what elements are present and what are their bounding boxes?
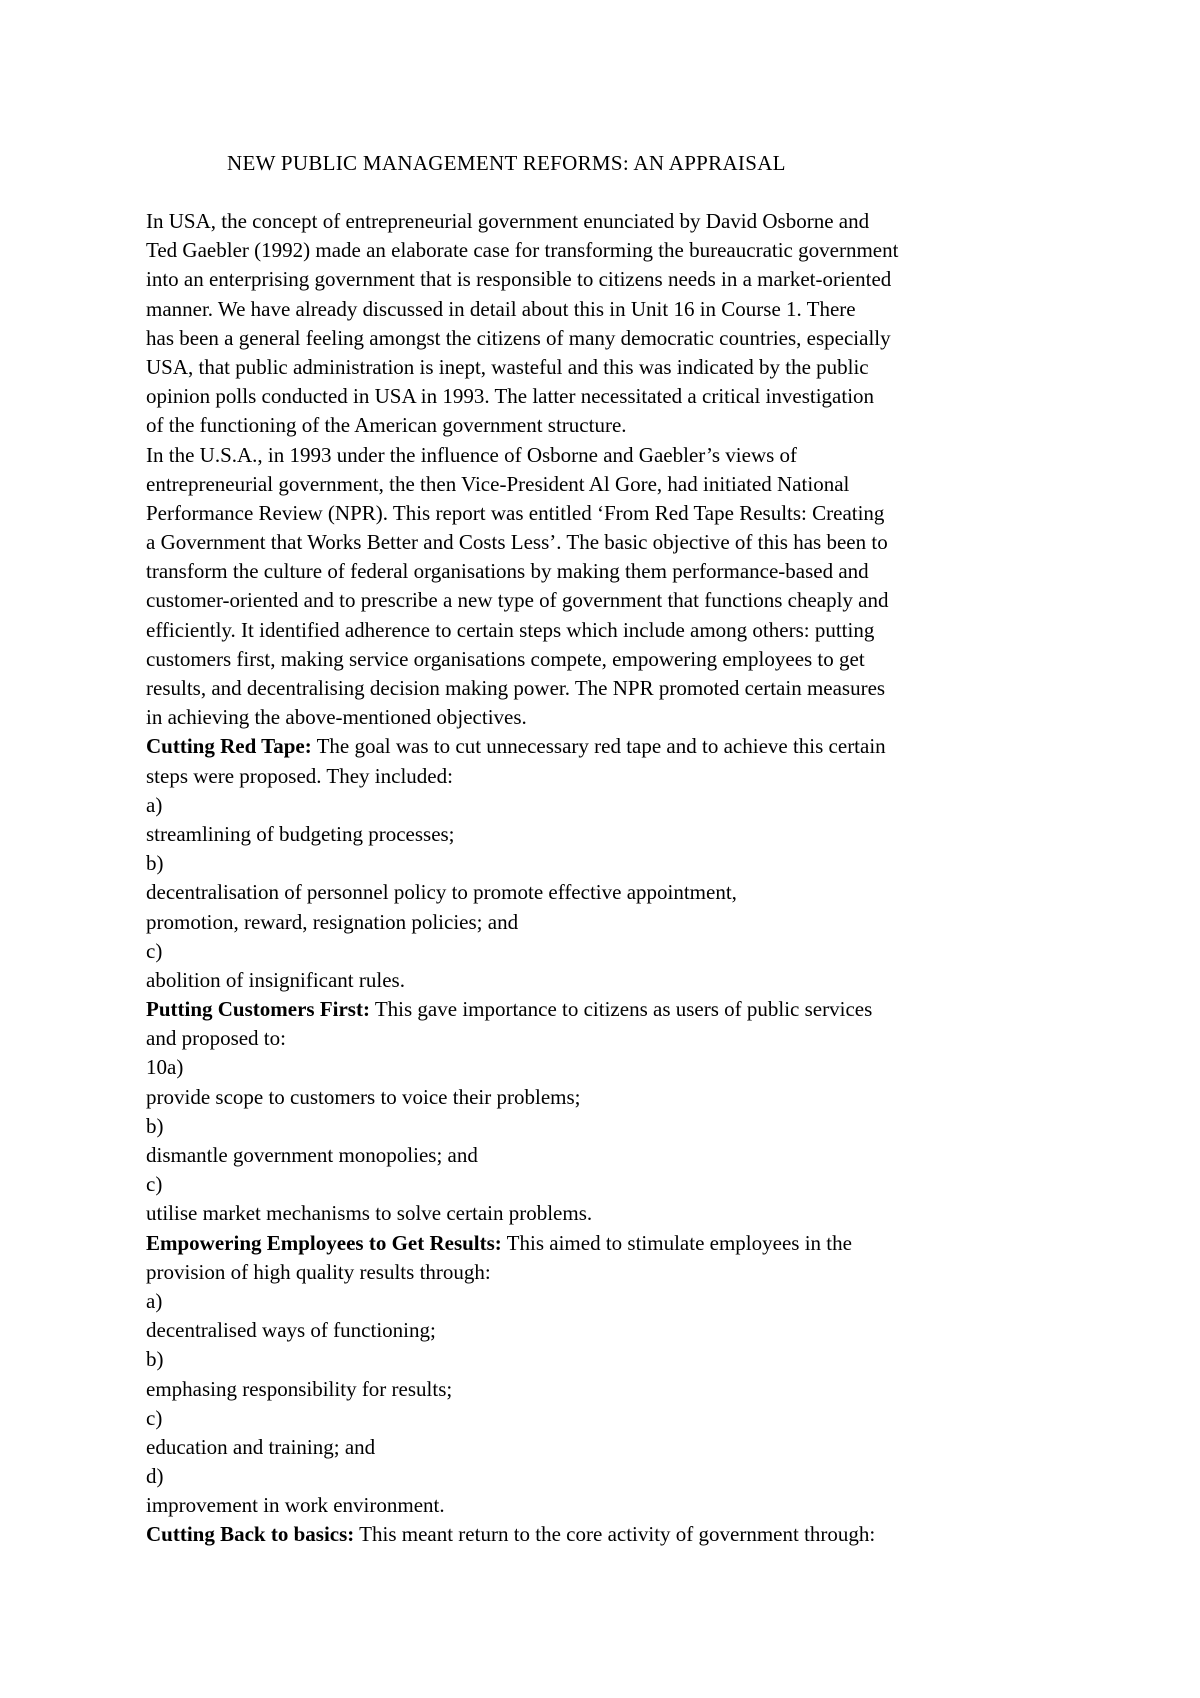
section-heading-cutting-red-tape: Cutting Red Tape: <box>146 734 312 759</box>
list-item: promotion, reward, resignation policies; and <box>146 909 519 934</box>
list-item: abolition of insignificant rules. <box>146 967 405 992</box>
body-line: of the functioning of the American government structure. <box>146 413 627 438</box>
body-line: efficiently. It identified adherence to certain steps which include among others: putting <box>146 617 875 642</box>
body-line: Performance Review (NPR). This report was entitled ‘From Red Tape Results: Creating <box>146 500 885 525</box>
body-line: transform the culture of federal organisations by making them performance-based and <box>146 559 869 584</box>
section-line-cutting-red-tape <box>146 732 1066 761</box>
body-line: In the U.S.A., in 1993 under the influence of Osborne and Gaebler’s views of <box>146 442 798 467</box>
list-item: b) <box>146 851 164 876</box>
list-item: streamlining of budgeting processes; <box>146 821 455 846</box>
document-body <box>146 207 1066 1550</box>
section-line-empowering <box>146 1229 1066 1258</box>
list-item: provide scope to customers to voice their problems; <box>146 1084 581 1109</box>
body-line: results, and decentralising decision making power. The NPR promoted certain measures <box>146 676 886 700</box>
section-heading-empowering: Empowering Employees to Get Results: <box>146 1230 502 1255</box>
body-line: Ted Gaebler (1992) made an elaborate case for transforming the bureaucratic government <box>146 238 899 263</box>
body-line: customer-oriented and to prescribe a new type of government that functions cheaply and <box>146 588 889 613</box>
list-item: c) <box>146 938 163 963</box>
section-line-customers-first <box>146 995 1066 1024</box>
list-item: c) <box>146 1405 163 1430</box>
body-line: provision of high quality results through: <box>146 1259 491 1284</box>
list-item: b) <box>146 1347 164 1372</box>
document-title: NEW PUBLIC MANAGEMENT REFORMS: AN APPRAISAL <box>227 151 786 175</box>
list-item: emphasing responsibility for results; <box>146 1376 453 1401</box>
section-text: This meant return to the core activity of government through: <box>354 1522 876 1547</box>
list-item: decentralisation of personnel policy to promote effective appointment, <box>146 880 737 905</box>
section-heading-customers-first: Putting Customers First: <box>146 997 370 1022</box>
list-item: b) <box>146 1113 164 1138</box>
body-line: USA, that public administration is inept, wasteful and this was indicated by the public <box>146 354 869 379</box>
body-line: steps were proposed. They included: <box>146 763 453 788</box>
list-item: c) <box>146 1172 163 1197</box>
body-line: in achieving the above-mentioned objectives. <box>146 705 527 730</box>
body-line: manner. We have already discussed in detail about this in Unit 16 in Course 1. There <box>146 296 856 321</box>
section-text: The goal was to cut unnecessary red tape and to achieve this certain <box>311 734 886 759</box>
body-line: into an enterprising government that is responsible to citizens needs in a market-oriented <box>146 267 892 292</box>
list-item: decentralised ways of functioning; <box>146 1318 436 1343</box>
body-line: entrepreneurial government, the then Vice-President Al Gore, had initiated National <box>146 471 850 496</box>
section-heading-basics: Cutting Back to basics: <box>146 1522 355 1547</box>
list-item: a) <box>146 792 163 817</box>
body-line: a Government that Works Better and Costs Less’. The basic objective of this has been to <box>146 530 888 555</box>
section-line-basics <box>146 1520 1066 1549</box>
section-text: This gave importance to citizens as users of public services <box>369 997 873 1022</box>
body-line: and proposed to: <box>146 1026 286 1051</box>
list-item: dismantle government monopolies; and <box>146 1143 478 1167</box>
section-text: This aimed to stimulate employees in the <box>501 1230 852 1255</box>
list-item: d) <box>146 1464 164 1489</box>
list-item: improvement in work environment. <box>146 1493 445 1518</box>
body-line: customers first, making service organisations compete, empowering employees to get <box>146 646 865 671</box>
body-line: opinion polls conducted in USA in 1993. The latter necessitated a critical investigation <box>146 384 875 409</box>
list-item: 10a) <box>146 1055 184 1080</box>
body-line: In USA, the concept of entrepreneurial government enunciated by David Osborne and <box>146 209 870 233</box>
list-item: utilise market mechanisms to solve certain problems. <box>146 1201 593 1226</box>
body-line: has been a general feeling amongst the citizens of many democratic countries, especially <box>146 325 891 350</box>
list-item: education and training; and <box>146 1434 376 1459</box>
list-item: a) <box>146 1288 163 1313</box>
